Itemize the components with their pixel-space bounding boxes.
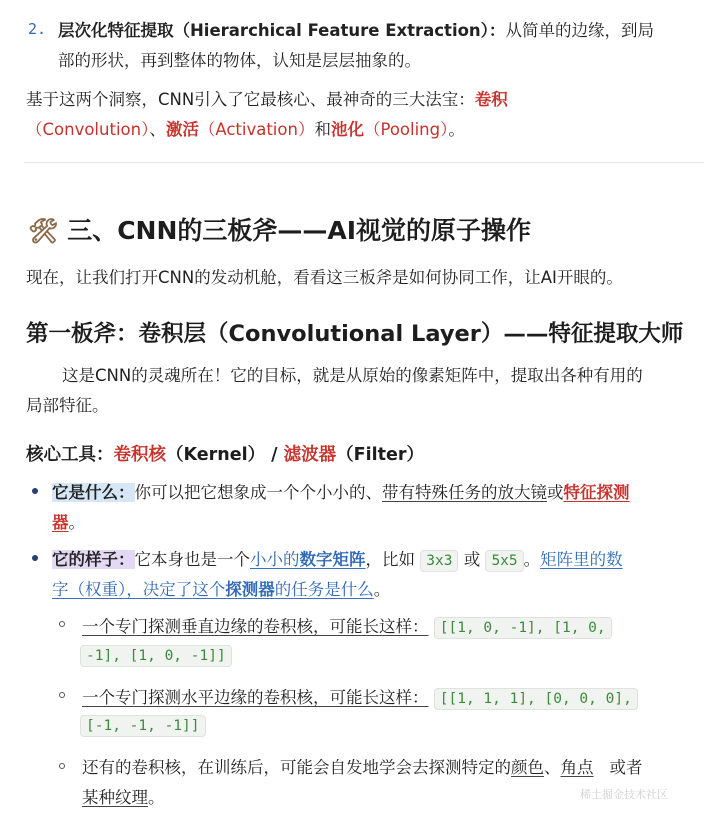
detector-term-tail: 器 bbox=[52, 513, 69, 532]
size-5x5-code: 5x5 bbox=[485, 550, 523, 572]
divider bbox=[24, 162, 704, 163]
bullet-dot bbox=[32, 555, 38, 561]
summary-sep: 、 bbox=[149, 120, 166, 139]
looks-b: 小小的 bbox=[250, 550, 300, 569]
bullet-what-line2 bbox=[52, 509, 85, 533]
intro-item-line1 bbox=[58, 17, 654, 41]
size-3x3-code: 3x3 bbox=[420, 550, 458, 572]
looks-f: 字（权重），决定了 bbox=[52, 580, 193, 599]
intro-item-text1: 从简单的边缘，到局 bbox=[505, 21, 654, 40]
looks-or: 或 bbox=[463, 550, 481, 569]
tools-icon: 🛠 bbox=[28, 217, 59, 245]
sub-bullet-vertical-line2 bbox=[80, 645, 232, 664]
texture-term: 某种纹理 bbox=[82, 788, 148, 807]
looks-dot: 。 bbox=[523, 550, 541, 569]
sub-bullet-circle bbox=[59, 763, 65, 769]
sub-bullet-circle bbox=[59, 621, 65, 627]
act-en: （Activation） bbox=[198, 120, 315, 139]
subsection-title: 第一板斧：卷积层（Convolutional Layer）——特征提取大师 bbox=[26, 321, 684, 347]
what-text-b: 带有特殊任务的放大镜 bbox=[382, 483, 547, 502]
slash: / bbox=[265, 445, 284, 465]
vertical-kernel-text: 一个专门探测垂直边缘的卷积核，可能长这样： bbox=[82, 617, 429, 636]
intro-item-title: 层次化特征提取（Hierarchical Feature Extraction）： bbox=[58, 21, 506, 40]
what-text-a: 你可以把它想象成一个个小小的、 bbox=[134, 483, 382, 502]
vertical-kernel-code-2: -1], [1, 0, -1]] bbox=[80, 645, 232, 667]
what-label: 它是什么： bbox=[52, 483, 135, 502]
horizontal-kernel-code-2: [-1, -1, -1]] bbox=[80, 715, 206, 737]
sub-bullet-circle bbox=[59, 692, 65, 698]
looks-e: 矩阵里的数 bbox=[540, 550, 623, 569]
pool-en: （Pooling） bbox=[363, 120, 449, 139]
section-intro: 现在，让我们打开CNN的发动机舱，看看这三板斧是如何协同工作，让AI开眼的。 bbox=[26, 268, 623, 287]
section-heading bbox=[28, 211, 531, 247]
core-tools-heading bbox=[26, 441, 424, 466]
conv-en: （Convolution） bbox=[26, 120, 150, 139]
other-kernel-text: 还有的卷积核，在训练后，可能会自发地学会去探测特定的 bbox=[82, 758, 511, 777]
sub-bullet-vertical-line1 bbox=[82, 613, 612, 637]
summary-line1 bbox=[26, 86, 508, 110]
kernel-en: （Kernel） bbox=[166, 445, 266, 465]
what-end: 。 bbox=[68, 513, 85, 532]
bullet-looks-line1 bbox=[52, 546, 623, 570]
looks-d: ，比如 bbox=[365, 550, 415, 569]
pool-term: 池化 bbox=[330, 120, 364, 139]
sub-bullet-other-line1 bbox=[82, 754, 643, 778]
summary-text: 基于这两个洞察，CNN引入了它最核心、最神奇的三大法宝： bbox=[26, 90, 475, 109]
list-number: 2. bbox=[28, 20, 47, 38]
corner-term: 角点 bbox=[560, 758, 594, 777]
what-text-c: 或 bbox=[547, 483, 564, 502]
horizontal-kernel-text: 一个专门探测水平边缘的卷积核，可能长这样： bbox=[82, 688, 429, 707]
looks-a: 它本身也是一个 bbox=[134, 550, 250, 569]
watermark: 稀土掘金技术社区 bbox=[580, 788, 668, 801]
other-tail: 或者 bbox=[609, 758, 643, 777]
sub-bullet-horizontal-line1 bbox=[82, 684, 638, 708]
horizontal-kernel-code-1: [[1, 1, 1], [0, 0, 0], bbox=[434, 688, 638, 710]
number-matrix-term: 数字矩阵 bbox=[299, 550, 366, 569]
subsection-para1: 这是CNN的灵魂所在！它的目标，就是从原始的像素矩阵中，提取出各种有用的 bbox=[62, 366, 643, 385]
looks-j: 。 bbox=[373, 580, 391, 599]
other-sep: 、 bbox=[544, 758, 561, 777]
bullet-what-line1 bbox=[52, 479, 630, 503]
filter-en: （Filter） bbox=[336, 445, 424, 465]
act-term: 激活 bbox=[165, 120, 199, 139]
summary-line2 bbox=[26, 116, 465, 140]
subsection-para2: 局部特征。 bbox=[26, 396, 109, 415]
bullet-looks-line2 bbox=[52, 576, 390, 600]
summary-end: 。 bbox=[448, 120, 465, 139]
core-tools-label: 核心工具： bbox=[26, 445, 114, 465]
sub-bullet-horizontal-line2 bbox=[80, 715, 206, 734]
section-title: 三、CNN的三板斧——AI视觉的原子操作 bbox=[67, 216, 532, 245]
sub-bullet-other-line2 bbox=[82, 784, 165, 808]
bullet-dot bbox=[32, 488, 38, 494]
kernel-term: 卷积核 bbox=[113, 445, 166, 465]
other-end: 。 bbox=[148, 788, 165, 807]
intro-item-text2: 部的形状，再到整体的物体，认知是层层抽象的。 bbox=[58, 51, 421, 70]
summary-and: 和 bbox=[314, 120, 331, 139]
looks-i: 的任务是什么 bbox=[274, 580, 374, 599]
color-term: 颜色 bbox=[511, 758, 544, 777]
vertical-kernel-code-1: [[1, 0, -1], [1, 0, bbox=[434, 617, 612, 639]
looks-g: 这个 bbox=[192, 580, 226, 599]
looks-label: 它的样子： bbox=[52, 550, 135, 569]
feature-detector-term: 特征探测 bbox=[563, 483, 630, 502]
filter-term: 滤波器 bbox=[283, 445, 337, 465]
conv-term: 卷积 bbox=[474, 90, 508, 109]
detector-term: 探测器 bbox=[225, 580, 275, 599]
